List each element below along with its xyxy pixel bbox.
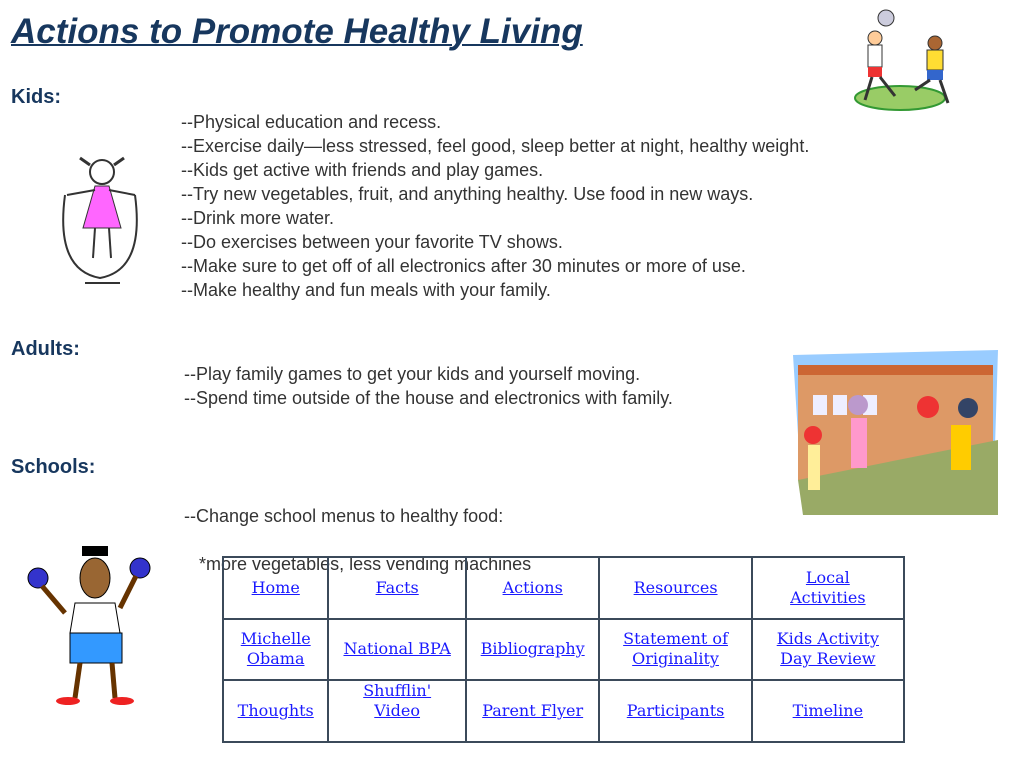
list-item: --Exercise daily—less stressed, feel good, sleep better at night, healthy weight. — [181, 136, 810, 156]
adults-list — [184, 362, 673, 410]
link-statement-of-originality[interactable]: Statement of Originality — [623, 629, 728, 669]
link-kids-activity-day-review[interactable]: Kids Activity Day Review — [776, 629, 879, 669]
kids-playing-ball-image — [793, 350, 998, 515]
link-participants[interactable]: Participants — [626, 701, 725, 721]
schools-heading: Schools: — [11, 456, 96, 478]
list-item: --Spend time outside of the house and electronics with family. — [184, 388, 673, 408]
list-item: --Physical education and recess. — [181, 112, 442, 132]
list-item: --Make healthy and fun meals with your family. — [181, 280, 551, 300]
soccer-kids-image — [840, 8, 960, 113]
list-item: --Try new vegetables, fruit, and anything healthy. Use food in new ways. — [181, 184, 754, 204]
man-lifting-weights-image — [20, 538, 165, 708]
list-item: --Drink more water. — [181, 208, 335, 228]
table-row — [223, 557, 904, 619]
link-home[interactable]: Home — [251, 577, 300, 597]
link-thoughts[interactable]: Thoughts — [237, 701, 314, 721]
link-bibliography[interactable]: Bibliography — [480, 639, 585, 659]
table-row — [223, 680, 904, 742]
list-item: *more vegetables, less vending machines — [184, 554, 532, 574]
list-item: --Make sure to get off of all electronics after 30 minutes or more of use. — [181, 256, 746, 276]
list-item: --Kids get active with friends and play games. — [181, 160, 544, 180]
jump-rope-girl-image — [55, 150, 145, 285]
link-national-bpa[interactable]: National BPA — [343, 639, 451, 659]
list-item: --Change school menus to healthy food: — [184, 506, 504, 526]
kids-list — [181, 110, 809, 302]
table-row — [223, 619, 904, 681]
link-timeline[interactable]: Timeline — [792, 701, 864, 721]
page-title: Actions to Promote Healthy Living — [11, 12, 583, 51]
adults-heading: Adults: — [11, 338, 80, 360]
link-actions[interactable]: Actions — [502, 577, 563, 597]
link-facts[interactable]: Facts — [375, 577, 419, 597]
link-parent-flyer[interactable]: Parent Flyer — [482, 701, 584, 721]
kids-heading: Kids: — [11, 86, 61, 108]
list-item: --Do exercises between your favorite TV shows. — [181, 232, 563, 252]
list-item: --Play family games to get your kids and yourself moving. — [184, 364, 641, 384]
navigation-table — [222, 556, 905, 743]
link-resources[interactable]: Resources — [633, 577, 718, 597]
link-michelle-obama[interactable]: Michelle Obama — [240, 629, 311, 669]
link-local-activities[interactable]: Local Activities — [790, 567, 866, 607]
link-shufflin-video[interactable]: Shufflin' Video — [363, 681, 432, 721]
